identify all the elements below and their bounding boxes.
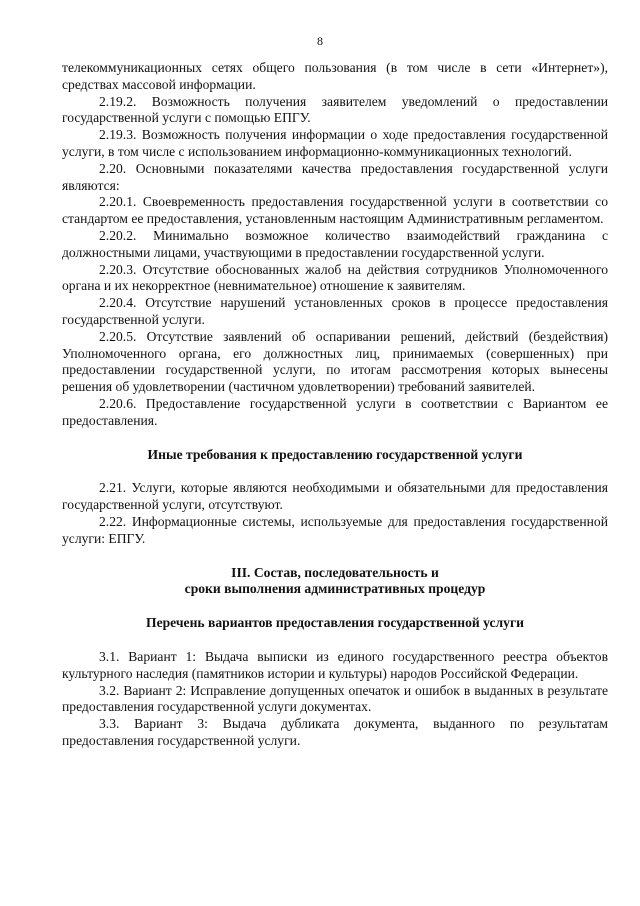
paragraph-2-20-2: 2.20.2. Минимально возможное количество взаимодействий гражданина с должностными лицами, участвующими в предоставлении государственной услуги.	[62, 227, 608, 260]
page-number: 8	[317, 34, 323, 48]
heading-other-requirements: Иные требования к предоставлению государственной услуги	[147, 446, 523, 462]
paragraph: телекоммуникационных сетях общего пользования (в том числе в сети «Интернет»), средствах массовой информации.	[62, 60, 608, 92]
section-3-line-1: III. Состав, последовательность и	[231, 564, 439, 580]
paragraph-2-20-5: 2.20.5. Отсутствие заявлений об оспаривании решений, действий (бездействия) Уполномоченного органа, его должностных лиц, принимаемых (совершенных) при предоставлении государственной услуги, по итогам рассмотрения которых вынесены решения об удовлетворении (частичном удовлетворении) требований заявителей.	[62, 328, 608, 395]
paragraph-2-21: 2.21. Услуги, которые являются необходимыми и обязательными для предоставления государственной услуги, отсутствуют.	[62, 480, 608, 513]
paragraph-2-19-3: 2.19.3. Возможность получения информации о ходе предоставления государственной услуги, в том числе с использованием информационно-коммуникационных технологий.	[62, 127, 608, 159]
paragraph-2-20-4: 2.20.4. Отсутствие нарушений установленных сроков в процессе предоставления государственной услуги.	[62, 295, 608, 327]
paragraph-2-20-6: 2.20.6. Предоставление государственной услуги в соответствии с Вариантом ее предоставления.	[62, 395, 608, 428]
page-body	[62, 60, 608, 750]
paragraph-2-22: 2.22. Информационные системы, используемые для предоставления государственной услуги: ЕПГУ.	[62, 513, 608, 546]
section-3-heading	[62, 565, 608, 599]
section-3-line-2: сроки выполнения административных процедур	[184, 581, 486, 597]
paragraph-2-20-1: 2.20.1. Своевременность предоставления государственной услуги в соответствии со стандартом ее предоставления, установленным настоящим Административным регламентом.	[62, 194, 608, 227]
paragraph-3-2: 3.2. Вариант 2: Исправление допущенных опечаток и ошибок в выданных в результате предоставления государственной услуги документах.	[62, 682, 608, 715]
heading-variants: Перечень вариантов предоставления государственной услуги	[146, 615, 524, 631]
paragraph-2-20-3: 2.20.3. Отсутствие обоснованных жалоб на действия сотрудников Уполномоченного органа и их некорректное (невнимательное) отношение к заявителям.	[62, 261, 608, 294]
paragraph-3-3: 3.3. Вариант 3: Выдача дубликата документа, выданного по результатам предоставления государственной услуги.	[62, 716, 608, 748]
paragraph-3-1: 3.1. Вариант 1: Выдача выписки из единого государственного реестра объектов культурного наследия (памятников истории и культуры) народов Российской Федерации.	[62, 648, 608, 681]
paragraph-2-20: 2.20. Основными показателями качества предоставления государственной услуги являются:	[62, 160, 608, 193]
paragraph-2-19-2: 2.19.2. Возможность получения заявителем уведомлений о предоставлении государственной услуги с помощью ЕПГУ.	[62, 93, 608, 126]
